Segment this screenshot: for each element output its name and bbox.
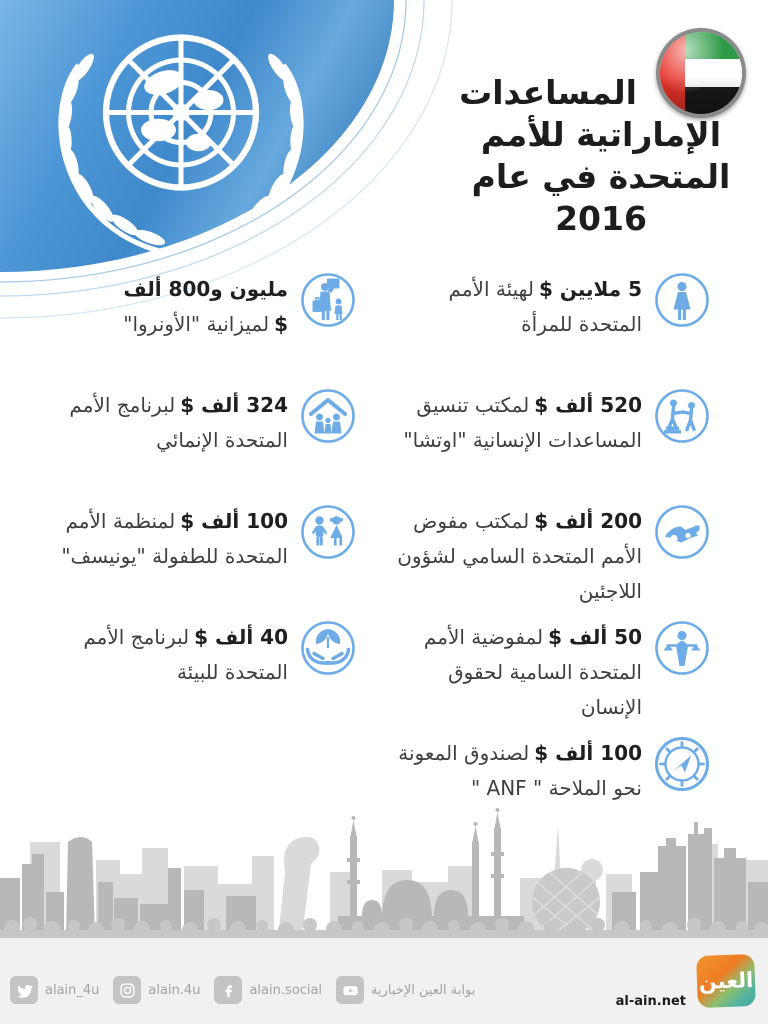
twitter-icon[interactable] (10, 976, 38, 1004)
refugee-family-icon (300, 272, 356, 328)
social-row (10, 976, 475, 1004)
instagram-handle[interactable]: alain.4u (148, 982, 201, 998)
aid-item-unhcr (386, 504, 710, 603)
aid-item-unicef (54, 504, 356, 574)
title-line: الإماراتية للأمم (480, 115, 722, 154)
facebook-handle[interactable]: alain.social (249, 982, 323, 998)
twitter-handle[interactable]: alain_4u (45, 982, 100, 998)
instagram-link[interactable] (113, 976, 200, 1004)
aid-item-text: 40 ألف $لبرنامج الأمم المتحدة للبيئة (83, 625, 288, 684)
site-url[interactable]: al-ain.net (615, 994, 686, 1009)
aid-item-text: 324 ألف $لبرنامج الأمم المتحدة الإنمائي (69, 393, 288, 452)
aid-item-ocha (386, 388, 710, 458)
justice-icon (654, 620, 710, 676)
aid-item-text: 100 ألف $لصندوق المعونة نحو الملاحة " ANF " (398, 741, 642, 800)
family-home-icon (300, 388, 356, 444)
aid-item-unep (54, 620, 356, 690)
title-line: المتحدة في عام (471, 157, 731, 196)
aid-item-text: 50 ألف $لمفوضية الأمم المتحدة السامية لحقوق الإنسان (423, 625, 642, 719)
aid-item-ohchr (386, 620, 710, 719)
alain-logo-text: العين (698, 968, 754, 994)
title-line: المساعدات (459, 73, 637, 112)
aid-item-un-women (386, 272, 710, 342)
page-title (448, 72, 754, 240)
facebook-link[interactable] (214, 976, 322, 1004)
woman-icon (654, 272, 710, 328)
twitter-link[interactable] (10, 976, 99, 1004)
aid-item-text: 520 ألف $لمكتب تنسيق المساعدات الإنسانية "اوتشا" (403, 393, 642, 452)
instagram-icon[interactable] (113, 976, 141, 1004)
aid-column-right (386, 272, 710, 806)
aid-item-undp (54, 388, 356, 458)
refugee-shelter-icon (654, 504, 710, 560)
aid-item-text: 5 ملايين $لهيئة الأمم المتحدة للمرأة (448, 277, 642, 336)
aid-item-anf (386, 736, 710, 806)
footer (0, 938, 768, 1024)
compass-icon (654, 736, 710, 792)
aid-column-left (54, 272, 356, 690)
un-emblem-icon (16, 10, 346, 260)
alain-logo[interactable] (696, 954, 756, 1008)
helping-hand-icon (654, 388, 710, 444)
hands-plant-icon (300, 620, 356, 676)
aid-item-text: 100 ألف $لمنظمة الأمم المتحدة للطفولة "يونيسف" (61, 509, 288, 568)
skyline-silhouette (0, 806, 768, 938)
youtube-icon[interactable] (336, 976, 364, 1004)
youtube-link[interactable] (336, 976, 475, 1004)
youtube-handle[interactable]: بوابة العين الإخبارية (371, 982, 476, 998)
aid-item-text: مليون و800 ألف $لميزانية "الأونروا" (123, 277, 288, 336)
facebook-icon[interactable] (214, 976, 242, 1004)
aid-item-text: 200 ألف $لمكتب مفوض الأمم المتحدة السامي لشؤون اللاجئين (397, 509, 642, 603)
title-line: 2016 (555, 199, 647, 238)
children-icon (300, 504, 356, 560)
un-flag-image (0, 0, 394, 272)
aid-item-unrwa (54, 272, 356, 342)
